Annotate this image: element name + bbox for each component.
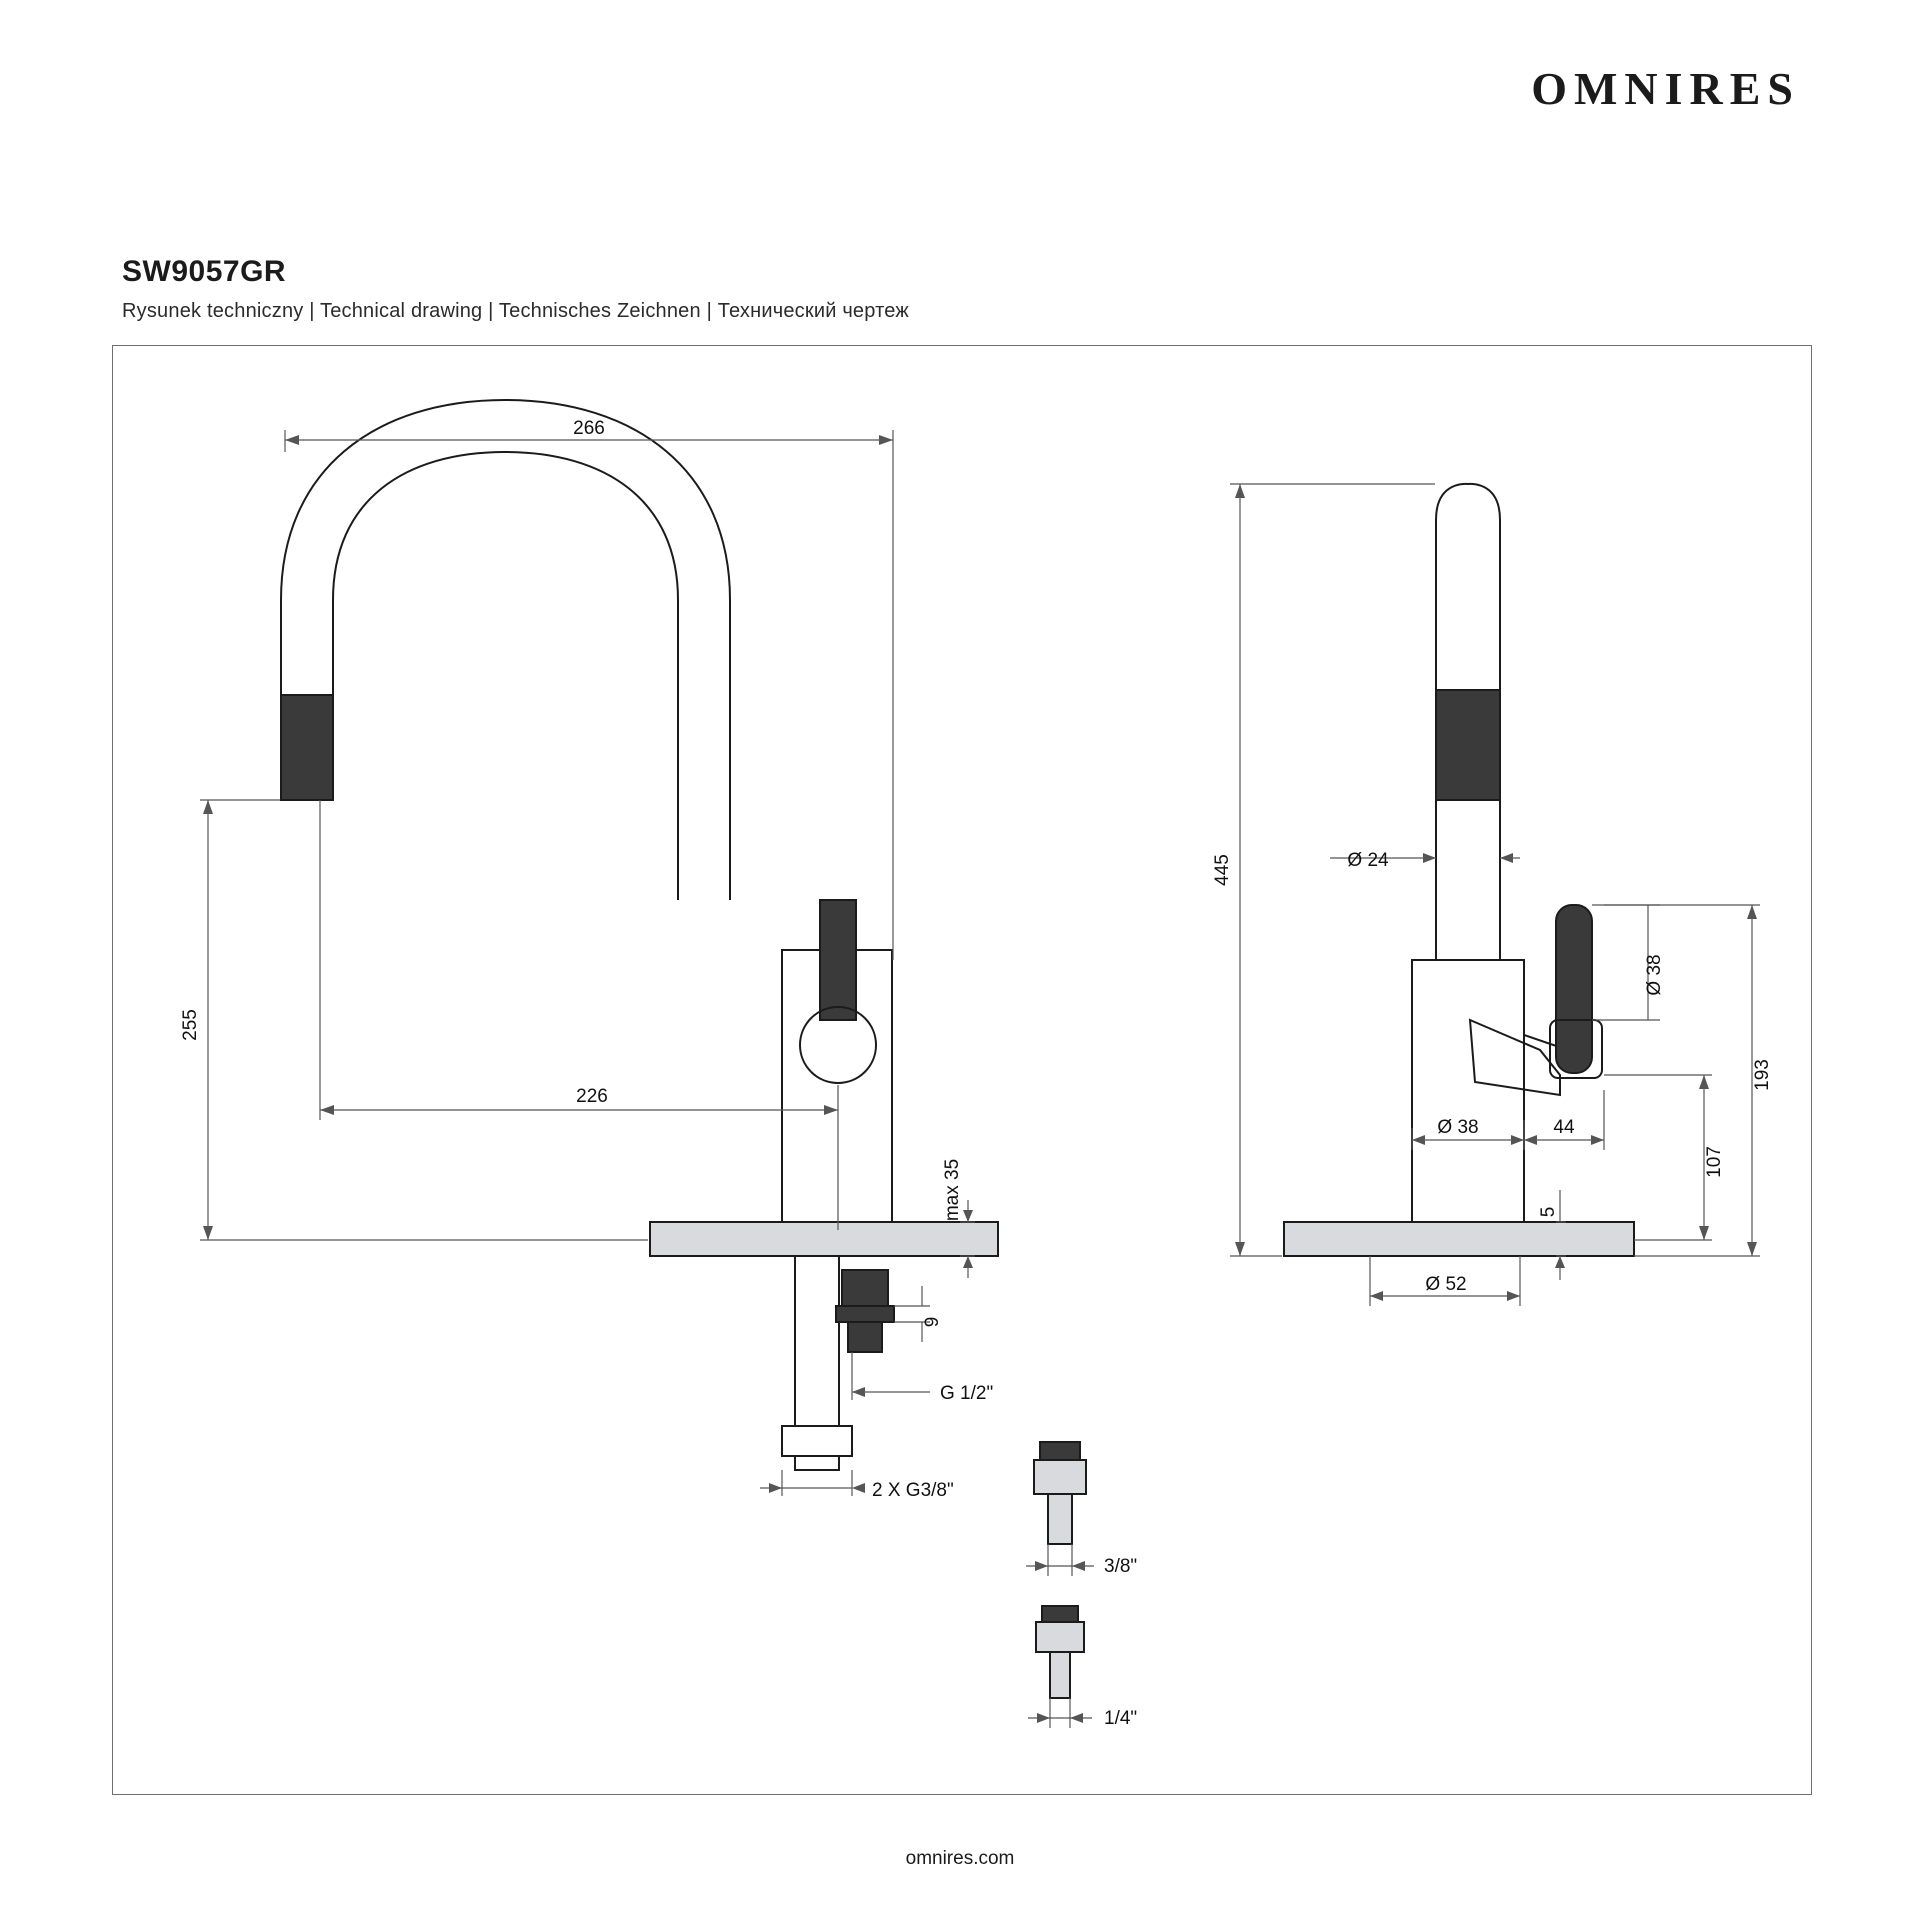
dim-label-445: 445: [1212, 854, 1233, 886]
footer-website: omnires.com: [905, 1848, 1015, 1869]
dim-label-266: 266: [573, 418, 605, 439]
dim-label-9: 9: [922, 1316, 943, 1328]
dim-label-193: 193: [1752, 1059, 1773, 1091]
dim-label-dia52: Ø 52: [1425, 1274, 1467, 1295]
dim-label-dia38-body: Ø 38: [1437, 1117, 1479, 1138]
accessory-connector-small: [1036, 1606, 1084, 1698]
page-title: SW9057GR: [122, 255, 287, 288]
accessory-connector-large: [1034, 1442, 1086, 1544]
brand-logo: OMNIRES: [1531, 63, 1800, 114]
accessory-small-dimension: [1028, 1698, 1092, 1728]
dim-label-38in: 3/8": [1104, 1556, 1138, 1577]
dim-label-14in: 1/4": [1104, 1708, 1138, 1729]
page-subtitle: Rysunek techniczny | Technical drawing | Technisches Zeichnen | Технический чертеж: [122, 300, 909, 322]
dim-label-max35: max 35: [942, 1158, 963, 1222]
dim-label-2xg38: 2 X G3/8": [872, 1480, 954, 1501]
dim-label-5: 5: [1538, 1206, 1559, 1218]
dim-label-226: 226: [576, 1086, 608, 1107]
side-view-dimensions: [1230, 484, 1760, 1306]
dim-label-dia24: Ø 24: [1347, 850, 1389, 871]
accessory-large-dimension: [1026, 1544, 1094, 1576]
dim-label-g12: G 1/2": [940, 1383, 994, 1404]
dim-label-44: 44: [1553, 1117, 1575, 1138]
dim-label-107: 107: [1704, 1146, 1725, 1178]
front-view-faucet: [281, 400, 998, 1470]
dim-label-255: 255: [180, 1009, 201, 1041]
dim-label-dia38-handle: Ø 38: [1644, 954, 1665, 996]
